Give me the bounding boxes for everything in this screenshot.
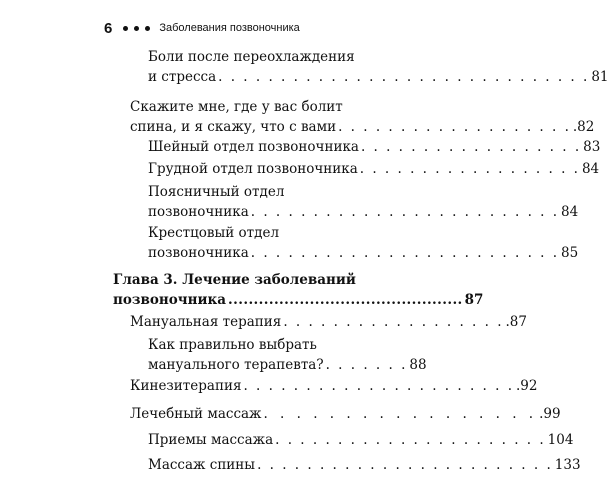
- toc-entry-text: Лечебный массаж: [130, 406, 262, 422]
- toc-entry: [148, 223, 579, 263]
- toc-entry-text: Грудной отдел позвоночника: [148, 161, 358, 177]
- page-number: 6: [104, 19, 113, 37]
- toc-page-number: 133: [554, 457, 581, 473]
- toc-entry-text: Приемы массажа: [148, 432, 274, 448]
- toc-entry: [148, 47, 609, 87]
- toc-page-number: .92: [516, 378, 538, 394]
- section-title: Заболевания позвоночника: [159, 22, 300, 34]
- toc-page-number: .82: [572, 119, 595, 135]
- toc-page-number: .87: [505, 314, 527, 330]
- separator-dots: [123, 26, 150, 31]
- toc-entry: [148, 182, 579, 222]
- dot-leader: . . . . . . . . . . . . . . . . . .: [283, 314, 504, 330]
- toc-entry-text: мануального терапевта?: [148, 357, 324, 373]
- toc-page-number: .99: [539, 406, 561, 422]
- toc-page-number: 81: [591, 69, 609, 85]
- toc-entry-text: позвоночника: [148, 245, 249, 261]
- toc-entry: [148, 455, 581, 475]
- dot-leader: . . . . . . . . . . . . . . . . . . . . . . . . .: [250, 245, 560, 261]
- toc-entry-text: Скажите мне, где у вас болит: [130, 99, 343, 115]
- toc-entry: [148, 159, 600, 179]
- dot-leader: . . . . . . . . . . . . . . . . . . . . . .: [275, 432, 546, 448]
- dot-leader: . . . . . . .: [325, 357, 408, 373]
- toc-chapter-entry: [113, 270, 484, 310]
- toc-entry-text: Мануальная терапия: [130, 314, 282, 330]
- dot-leader: . . . . . . . . . . . . . . . . . . . . . . . .: [257, 457, 553, 473]
- toc-page-number: 85: [561, 245, 579, 261]
- toc-entry-text: Поясничный отдел: [148, 184, 285, 200]
- dot-leader: . . . . . . . . . . . . . . . . .: [263, 406, 538, 422]
- toc-page-number: 104: [547, 432, 574, 448]
- toc-entry: [130, 404, 561, 424]
- toc-entry-text: Как правильно выбрать: [148, 337, 317, 353]
- dot-leader: . . . . . . . . . . . . . . . . . . . . . . . . .: [250, 204, 560, 220]
- dot-leader: . . . . . . . . . . . . . . . . . . .: [338, 119, 571, 135]
- toc-entry-text: позвоночника: [113, 292, 227, 308]
- toc-page-number: 88: [409, 357, 427, 373]
- dot-leader: . . . . . . . . . . . . . . . . . .: [359, 161, 580, 177]
- toc-entry-text: Массаж спины: [148, 457, 256, 473]
- toc-entry: [148, 137, 601, 157]
- toc-page-number: 87: [464, 292, 484, 308]
- running-header: [104, 18, 300, 38]
- dot-leader: . . . . . . . . . . . . . . . . . . . . . .: [243, 378, 514, 394]
- toc-entry: [130, 312, 527, 332]
- toc-entry: [148, 335, 427, 375]
- toc-entry-text: Кинезитерапия: [130, 378, 242, 394]
- dot-leader: . . . . . . . . . . . . . . . . . .: [360, 139, 582, 155]
- toc-page-number: 84: [561, 204, 579, 220]
- toc-entry-text: Шейный отдел позвоночника: [148, 139, 359, 155]
- toc-entry-text: Боли после переохлаждения: [148, 49, 355, 65]
- toc-entry: [130, 97, 595, 137]
- dot-leader: ..............................................: [228, 292, 463, 308]
- toc-entry-text: спина, и я скажу, что с вами: [130, 119, 337, 135]
- toc-entry-text: и стресса: [148, 69, 217, 85]
- dot-leader: . . . . . . . . . . . . . . . . . . . . . . . . . . . . . .: [218, 69, 590, 85]
- toc-entry-text: Глава 3. Лечение заболеваний: [113, 272, 356, 288]
- toc-entry: [148, 430, 574, 450]
- toc-entry-text: Крестцовый отдел: [148, 225, 280, 241]
- toc-entry-text: позвоночника: [148, 204, 249, 220]
- toc-entry: [130, 376, 538, 396]
- toc-page-number: 84: [581, 161, 600, 177]
- toc-page-number: 83: [583, 139, 601, 155]
